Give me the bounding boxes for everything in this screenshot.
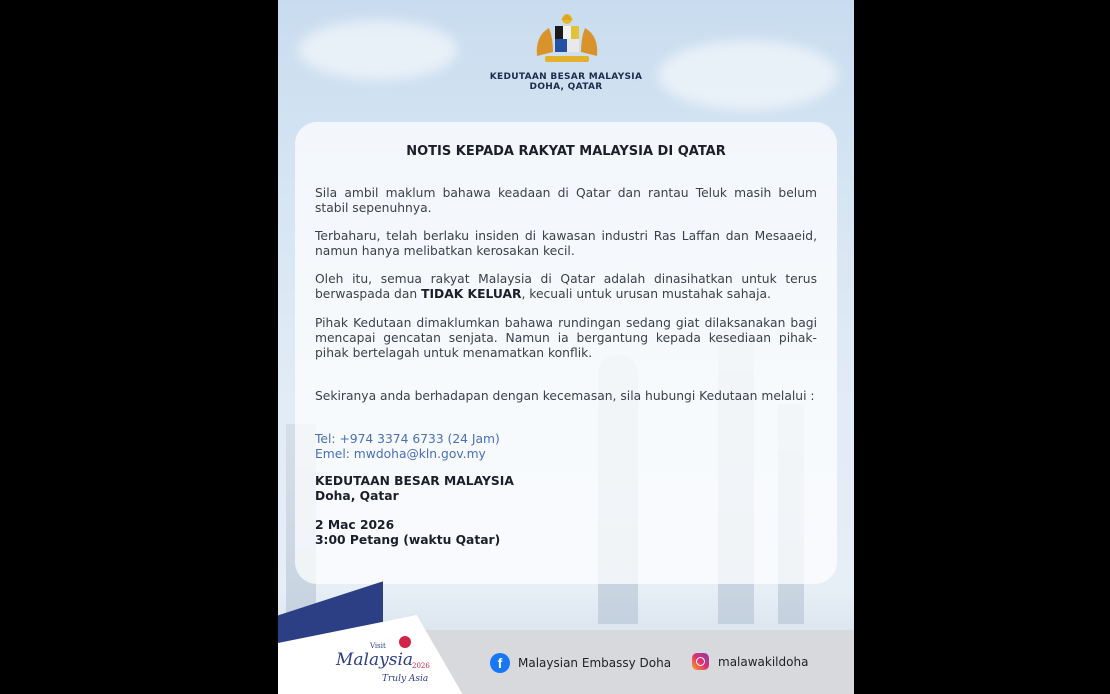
paragraph-1: Sila ambil maklum bahawa keadaan di Qatar dan rantau Teluk masih belum stabil sepenuhnya. <box>315 186 817 215</box>
instagram-icon <box>692 653 709 670</box>
paragraph-3-text-end: , kecuali untuk urusan mustahak sahaja. <box>521 287 771 301</box>
paragraph-3-text: Oleh itu, semua rakyat Malaysia di Qatar adalah dinasihatkan untuk terus berwaspada dan <box>315 272 817 301</box>
cloud-decoration <box>298 20 458 80</box>
notice-date: 2 Mac 2026 <box>315 518 395 532</box>
hibiscus-icon <box>399 636 411 648</box>
embassy-name: KEDUTAAN BESAR MALAYSIA <box>489 72 643 82</box>
notice-time: 3:00 Petang (waktu Qatar) <box>315 533 501 547</box>
email-contact[interactable]: Emel: mwdoha@kln.gov.my <box>315 447 486 461</box>
telephone-contact[interactable]: Tel: +974 3374 6733 (24 Jam) <box>315 432 500 446</box>
coat-of-arms-icon <box>531 12 603 68</box>
signature-embassy: KEDUTAAN BESAR MALAYSIA <box>315 474 514 488</box>
paragraph-3 <box>315 272 817 302</box>
notice-title: NOTIS KEPADA RAKYAT MALAYSIA DI QATAR <box>406 144 726 159</box>
logo-visit: Visit <box>370 642 386 650</box>
do-not-go-out-emphasis: TIDAK KELUAR <box>421 287 522 301</box>
logo-year: 2026 <box>412 662 430 670</box>
facebook-label: Malaysian Embassy Doha <box>518 656 672 670</box>
paragraph-2: Terbaharu, telah berlaku insiden di kawasan industri Ras Laffan dan Mesaaeid, namun hanya melibatkan kerosakan kecil. <box>315 229 817 258</box>
visit-malaysia-logo: Malaysia <box>336 650 414 670</box>
instagram-label: malawakildoha <box>718 654 809 669</box>
facebook-link[interactable] <box>490 653 671 673</box>
paragraph-4: Pihak Kedutaan dimaklumkan bahawa rundingan sedang giat dilaksanakan bagi mencapai gencatan senjata. Namun ia bergantung kepada kesediaan pihak-pihak bertelagah untuk menamatkan konflik. <box>315 316 817 360</box>
instagram-link[interactable] <box>692 653 808 670</box>
notice-poster <box>278 0 854 694</box>
paragraph-5: Sekiranya anda berhadapan dengan kecemasan, sila hubungi Kedutaan melalui : <box>315 389 815 403</box>
logo-tagline: Truly Asia <box>382 674 429 684</box>
signature-location: Doha, Qatar <box>315 489 399 503</box>
facebook-icon: f <box>490 653 510 673</box>
embassy-location: DOHA, QATAR <box>529 82 603 92</box>
